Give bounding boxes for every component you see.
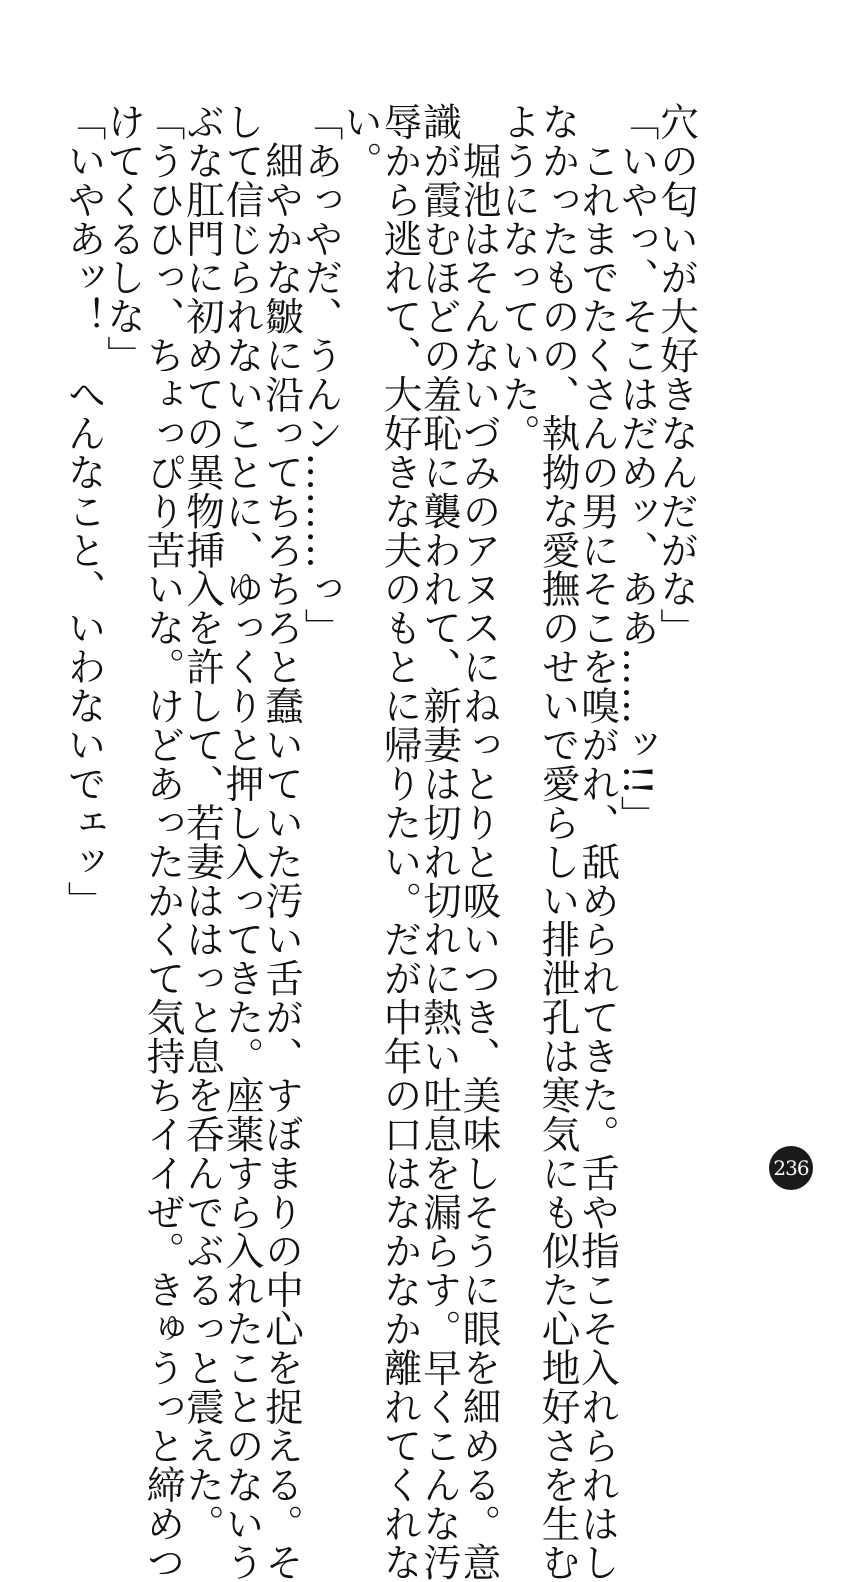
text-line: 「いやっ、そこはだめッ、ああ……ッ!!」 [614,102,660,835]
text-line: 穴の匂いが大好きなんだがな」 [654,102,699,648]
text-line: 「いやあッ！ へんなこと、いわないでェッ」 [61,102,107,920]
text-line: 「あっやだ、うんン………っ」 [298,102,344,648]
text-line: なかったものの、執拗な愛撫のせいで愛らしい排泄孔は寒気にも似た心地好さを生む [535,102,581,1582]
text-line: 「うひひっ、ちょっぴり苦いな。けどあったかくて気持ちイイぜ。きゅうっと締めつ [140,102,186,1582]
text-line: けてくるしな」 [101,102,146,375]
text-line: 堀池はそんないづみのアヌスにねっとりと吸いつき、美味しそうに眼を細める。意 [456,102,502,1582]
page-number-badge: 236 [769,1146,813,1190]
text-line: して信じられないことに、ゆっくりと押し入ってきた。座薬すら入れたことのないう [219,102,265,1582]
text-line: ようになっていた。 [496,102,541,453]
text-line: い。 [338,102,383,180]
vertical-text-body [61,102,699,1582]
text-line: これまでたくさんの男にそこを嗅がれ、舐められてきた。舌や指こそ入れられはし [575,102,620,1582]
text-line: 識が霞むほどの羞恥に襲われて、新妻は切れ切れに熱い吐息を漏らす。早くこんな汚 [417,102,462,1582]
text-line: 辱から逃れて、大好きな夫のもとに帰りたい。だが中年の口はなかなか離れてくれな [377,102,423,1582]
text-line: ぶな肛門に初めての異物挿入を許して、若妻ははっと息を呑んでぶるっと震えた。 [180,102,225,1543]
text-line: 細やかな皺に沿ってちろちろと蠢いていた汚い舌が、すぼまりの中心を捉える。そ [259,102,304,1582]
